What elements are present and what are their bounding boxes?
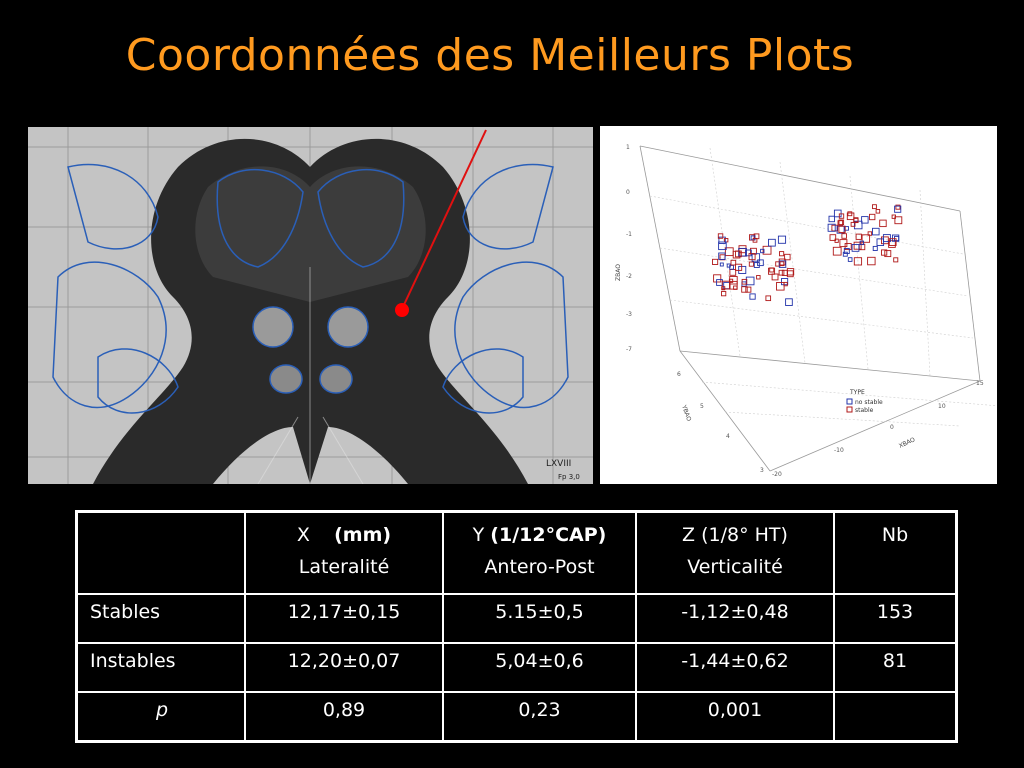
scatter-point [848, 258, 852, 262]
slide-title: Coordonnées des Meilleurs Plots [125, 30, 855, 81]
scatter-3d-svg [600, 126, 997, 484]
header-nb [834, 512, 957, 595]
scatter-point [720, 263, 723, 266]
cell-x: 12,20±0,07 [245, 643, 443, 692]
scatter-point [834, 210, 841, 217]
y-tick: 5 [700, 403, 704, 410]
scatter-point [852, 245, 859, 252]
y-tick: 6 [677, 371, 681, 378]
scatter-point [786, 299, 793, 306]
header-y-unit: (1/12°CAP) [490, 524, 607, 546]
x-tick: -10 [834, 447, 844, 454]
x-axis-label: XBAO [897, 436, 917, 450]
scatter-point [757, 276, 761, 280]
scatter-point [746, 287, 751, 292]
plot-legend [847, 389, 883, 414]
table-row [77, 594, 957, 643]
cell-z: -1,44±0,62 [636, 643, 834, 692]
atlas-plate-label: LXVIII [546, 459, 572, 469]
scatter-point [731, 260, 736, 265]
table-header-row [77, 512, 957, 595]
scatter-point [730, 277, 738, 285]
cell-y: 0,23 [443, 692, 636, 742]
plot-box [640, 146, 980, 471]
x-tick: 10 [938, 403, 946, 410]
coordinates-table [75, 510, 958, 743]
scatter-point [713, 259, 718, 264]
atlas-drawing [28, 127, 593, 484]
y-axis-label: YBAO [680, 404, 693, 423]
scatter-point [750, 294, 755, 299]
z-tick: -1 [626, 231, 632, 238]
header-z-axis: Z (1/8° HT) [682, 524, 788, 546]
brain-atlas-image [28, 127, 593, 484]
cell-x: 0,89 [245, 692, 443, 742]
scatter-point [862, 217, 869, 224]
atlas-plate-sub: Fp 3,0 [558, 473, 580, 481]
header-z-desc: Verticalité [687, 556, 783, 578]
z-tick: -3 [626, 311, 632, 318]
scatter-point [833, 247, 841, 255]
scatter-point [894, 258, 898, 262]
x-tick: -20 [772, 471, 782, 478]
scatter-point [766, 296, 771, 301]
scatter-point [885, 251, 891, 257]
scatter-point [777, 283, 785, 291]
cell-z: 0,001 [636, 692, 834, 742]
legend-label-no-stable: no stable [855, 399, 883, 406]
legend-swatch-stable [847, 407, 852, 412]
header-x-unit: (mm) [334, 524, 392, 546]
x-tick-labels [772, 380, 984, 478]
cell-z: -1,12±0,48 [636, 594, 834, 643]
scatter-point [876, 210, 880, 214]
scatter-point [873, 246, 877, 250]
scatter-point [778, 236, 785, 243]
header-y-axis: Y [472, 524, 485, 546]
scatter-points [713, 205, 902, 306]
header-nb-label: Nb [881, 524, 909, 546]
z-tick: -2 [626, 273, 632, 280]
header-x-axis: X [296, 524, 310, 546]
scatter-point [787, 271, 793, 277]
scatter-point [749, 262, 753, 266]
scatter-point [722, 292, 726, 296]
header-y-desc: Antero-Post [484, 556, 595, 578]
cell-nb [834, 692, 957, 742]
cell-y: 5,04±0,6 [443, 643, 636, 692]
table-row [77, 643, 957, 692]
table-corner-cell [77, 512, 246, 595]
scatter-point [717, 280, 723, 286]
scatter-point [873, 205, 877, 209]
scatter-point [787, 269, 793, 275]
row-label: p [77, 692, 246, 742]
cell-nb: 81 [834, 643, 957, 692]
scatter-3d-plot [600, 126, 997, 484]
scatter-point [882, 237, 889, 244]
cell-nb: 153 [834, 594, 957, 643]
scatter-point [769, 239, 776, 246]
scatter-point [870, 214, 875, 219]
plot-grid [650, 148, 997, 426]
legend-swatch-no-stable [847, 399, 852, 404]
z-tick: 0 [626, 189, 630, 196]
z-tick: -7 [626, 346, 632, 353]
y-tick-labels [677, 371, 764, 474]
scatter-point [746, 277, 754, 285]
scatter-point [848, 212, 852, 216]
x-tick: 15 [976, 380, 984, 387]
table-row [77, 692, 957, 742]
scatter-point [772, 274, 778, 280]
x-tick: 0 [890, 424, 894, 431]
scatter-point [873, 228, 880, 235]
electrode-target-dot [395, 303, 409, 317]
scatter-point [880, 220, 887, 227]
scatter-point [780, 252, 784, 256]
legend-label-stable: stable [855, 407, 874, 414]
scatter-point [842, 234, 847, 239]
z-axis-label: ZBAO [615, 264, 622, 281]
scatter-point [829, 216, 835, 222]
row-label: Stables [77, 594, 246, 643]
scatter-point [782, 279, 788, 285]
y-tick: 3 [760, 467, 764, 474]
cell-y: 5.15±0,5 [443, 594, 636, 643]
scatter-point [714, 275, 721, 282]
header-y [443, 512, 636, 595]
z-tick: 1 [626, 144, 630, 151]
scatter-point [877, 239, 884, 246]
legend-title: TYPE [850, 389, 865, 396]
cell-x: 12,17±0,15 [245, 594, 443, 643]
scatter-point [730, 270, 736, 276]
scatter-point [779, 270, 784, 275]
z-tick-labels [626, 144, 632, 353]
y-tick: 4 [726, 433, 730, 440]
scatter-point [868, 257, 876, 265]
header-z [636, 512, 834, 595]
header-x [245, 512, 443, 595]
header-x-desc: Lateralité [298, 556, 390, 578]
row-label: Instables [77, 643, 246, 692]
